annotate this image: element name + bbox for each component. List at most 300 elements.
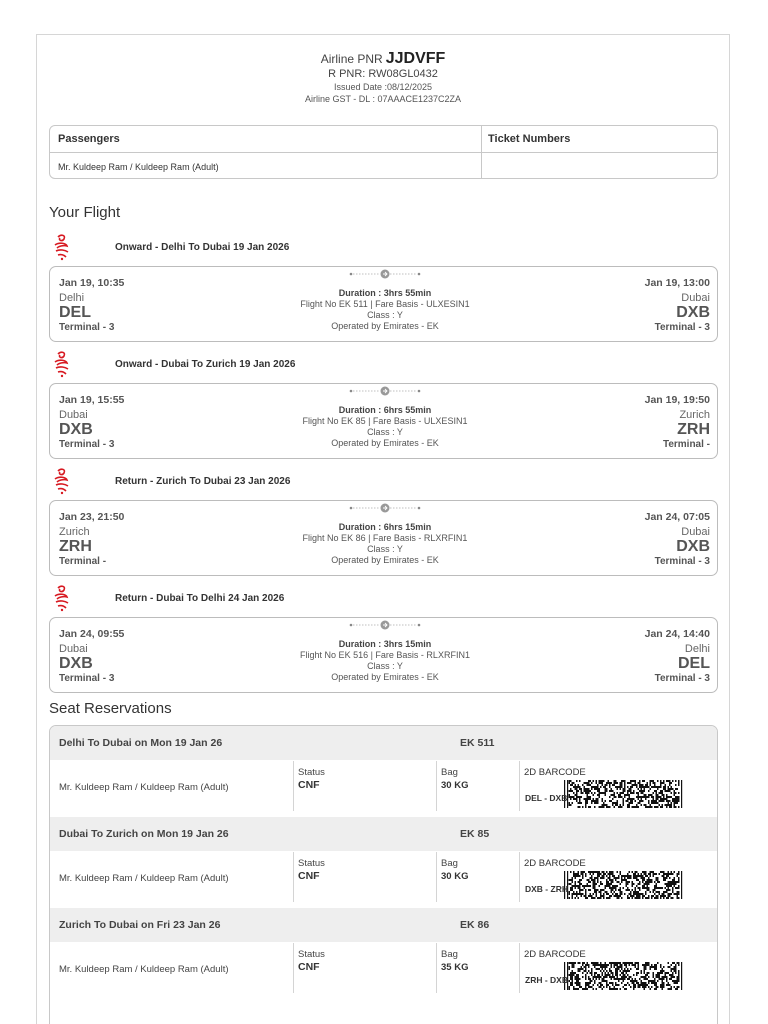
barcode-module — [663, 780, 665, 782]
barcode-module — [648, 962, 650, 964]
barcode-module — [594, 962, 596, 964]
barcode-module — [575, 962, 577, 964]
barcode-module — [579, 875, 581, 877]
barcode-module — [654, 964, 656, 966]
barcode-module — [641, 784, 643, 786]
barcode-module — [599, 976, 601, 978]
barcode-module — [650, 980, 652, 982]
barcode-module — [666, 889, 668, 891]
barcode-module — [585, 964, 587, 966]
barcode-module — [585, 893, 587, 895]
barcode-module — [590, 881, 592, 883]
barcode-module — [611, 879, 613, 881]
barcode-module — [624, 976, 626, 978]
seat-flight-number: EK 85 — [460, 828, 490, 840]
barcode-module — [660, 800, 662, 802]
barcode-module — [572, 964, 574, 966]
barcode-module — [573, 798, 575, 800]
barcode-module — [578, 796, 580, 798]
leg-title: Onward - Delhi To Dubai 19 Jan 2026 — [115, 242, 290, 253]
barcode-module — [671, 974, 673, 976]
barcode-module — [635, 875, 637, 877]
barcode-module — [611, 887, 613, 889]
barcode-module — [659, 974, 661, 976]
barcode-module — [582, 988, 584, 990]
barcode-module — [663, 986, 665, 988]
barcode-module — [660, 792, 662, 794]
barcode-module — [620, 893, 622, 895]
barcode-module — [653, 780, 655, 782]
barcode-module — [653, 792, 655, 794]
barcode-module — [594, 871, 596, 873]
barcode-module — [594, 883, 596, 885]
barcode-module — [642, 790, 644, 792]
airline-gst: Airline GST - DL : 07AAACE1237C2ZA — [304, 94, 462, 104]
seat-route: Zurich To Dubai on Fri 23 Jan 26 — [59, 919, 221, 931]
barcode-module — [657, 802, 659, 804]
barcode-module — [594, 800, 596, 802]
barcode-module — [665, 976, 667, 978]
barcode-module — [644, 986, 646, 988]
barcode-module — [599, 986, 601, 988]
barcode-module — [674, 790, 676, 792]
barcode-module — [629, 897, 631, 899]
barcode-module — [675, 784, 677, 786]
barcode-module — [597, 786, 599, 788]
barcode-module — [608, 885, 610, 887]
barcode-module — [588, 780, 590, 782]
barcode-module — [570, 978, 572, 980]
route-line-icon — [349, 620, 421, 630]
barcode-module — [573, 885, 575, 887]
barcode-module — [620, 970, 622, 972]
barcode-module — [606, 966, 608, 968]
barcode-module — [576, 792, 578, 794]
barcode-module — [678, 897, 680, 899]
barcode-module — [665, 798, 667, 800]
barcode-module — [656, 891, 658, 893]
barcode-module — [623, 962, 625, 964]
barcode-module — [612, 885, 614, 887]
barcode-module — [609, 895, 611, 897]
barcode-module — [635, 978, 637, 980]
your-flight-title: Your Flight — [49, 204, 121, 221]
barcode-module — [678, 780, 680, 782]
barcode-module — [668, 780, 670, 782]
barcode-module — [672, 873, 674, 875]
barcode-module — [636, 980, 638, 982]
barcode-module — [657, 796, 659, 798]
emirates-logo-icon — [52, 467, 72, 495]
barcode-module — [624, 968, 626, 970]
barcode-module — [675, 893, 677, 895]
barcode-module — [647, 984, 649, 986]
barcode-module — [675, 883, 677, 885]
barcode-module — [593, 780, 595, 782]
barcode-module — [677, 796, 679, 798]
barcode-module — [579, 883, 581, 885]
barcode-module — [579, 889, 581, 891]
barcode-module — [647, 897, 649, 899]
barcode-module — [639, 986, 641, 988]
departure-city: Dubai — [59, 409, 88, 421]
barcode-cell — [519, 852, 718, 902]
barcode-module — [611, 972, 613, 974]
barcode-module — [629, 788, 631, 790]
barcode-module — [639, 895, 641, 897]
barcode-module — [600, 966, 602, 968]
flight-duration: Duration : 3hrs 15min — [338, 639, 432, 649]
arrival-city: Delhi — [684, 643, 710, 655]
barcode-module — [581, 873, 583, 875]
barcode-module — [635, 891, 637, 893]
barcode-module — [678, 877, 680, 879]
barcode-module — [657, 794, 659, 796]
departure-terminal: Terminal - 3 — [59, 439, 115, 450]
barcode-module — [573, 796, 575, 798]
barcode-module — [584, 970, 586, 972]
barcode-module — [647, 786, 649, 788]
barcode-module — [593, 871, 595, 873]
barcode-module — [579, 786, 581, 788]
barcode-module — [602, 980, 604, 982]
barcode-module — [597, 964, 599, 966]
barcode-module — [590, 784, 592, 786]
barcode-module — [590, 986, 592, 988]
barcode-module — [578, 802, 580, 804]
barcode-module — [660, 784, 662, 786]
barcode-module — [576, 980, 578, 982]
barcode-module — [659, 976, 661, 978]
barcode-module — [599, 806, 601, 808]
barcode-module — [578, 970, 580, 972]
operated-by: Operated by Emirates - EK — [331, 438, 439, 448]
barcode-module — [596, 893, 598, 895]
barcode-module — [671, 806, 673, 808]
barcode-module — [656, 968, 658, 970]
barcode-module — [579, 879, 581, 881]
barcode-module — [612, 873, 614, 875]
barcode-module — [644, 984, 646, 986]
barcode-module — [611, 966, 613, 968]
barcode-module — [570, 974, 572, 976]
barcode-module — [656, 966, 658, 968]
barcode-module — [597, 788, 599, 790]
barcode-module — [656, 883, 658, 885]
barcode-module — [597, 784, 599, 786]
barcode-module — [576, 988, 578, 990]
barcode-module — [678, 879, 680, 881]
barcode-module — [624, 978, 626, 980]
barcode-module — [621, 897, 623, 899]
barcode-module — [636, 974, 638, 976]
barcode-module — [573, 871, 575, 873]
barcode-module — [660, 780, 662, 782]
barcode-module — [621, 968, 623, 970]
status-cell — [293, 761, 325, 811]
barcode-module — [614, 962, 616, 964]
barcode-module — [668, 883, 670, 885]
barcode-module — [597, 897, 599, 899]
barcode-module — [678, 881, 680, 883]
barcode-module — [668, 885, 670, 887]
barcode-module — [656, 806, 658, 808]
barcode-module — [651, 980, 653, 982]
barcode-module — [591, 871, 593, 873]
barcode-module — [614, 877, 616, 879]
barcode-module — [677, 897, 679, 899]
barcode-module — [660, 887, 662, 889]
barcode-module — [626, 976, 628, 978]
barcode-module — [582, 877, 584, 879]
flight-duration: Duration : 3hrs 55min — [338, 288, 432, 298]
barcode-module — [609, 790, 611, 792]
barcode-module — [623, 986, 625, 988]
barcode-module — [617, 966, 619, 968]
barcode-module — [618, 786, 620, 788]
barcode-module — [669, 881, 671, 883]
barcode-module — [671, 804, 673, 806]
barcode-module — [671, 964, 673, 966]
barcode-module — [674, 794, 676, 796]
barcode-module — [593, 798, 595, 800]
barcode-module — [678, 980, 680, 982]
barcode-module — [614, 964, 616, 966]
barcode-module — [668, 788, 670, 790]
barcode-module — [629, 964, 631, 966]
barcode-module — [609, 877, 611, 879]
barcode-module — [594, 885, 596, 887]
barcode-module — [620, 889, 622, 891]
barcode-module — [603, 806, 605, 808]
barcode-module — [663, 871, 665, 873]
airline-pnr — [37, 51, 729, 67]
barcode-module — [626, 794, 628, 796]
barcode-module — [569, 974, 571, 976]
barcode-module — [633, 875, 635, 877]
barcode-module — [617, 885, 619, 887]
barcode-module — [608, 964, 610, 966]
barcode-module — [666, 885, 668, 887]
barcode-module — [624, 962, 626, 964]
barcode-module — [623, 788, 625, 790]
barcode-module — [651, 986, 653, 988]
barcode-module — [638, 962, 640, 964]
barcode-module — [588, 796, 590, 798]
barcode-module — [678, 893, 680, 895]
barcode-module — [587, 802, 589, 804]
barcode-module — [620, 988, 622, 990]
barcode-module — [621, 893, 623, 895]
barcode-module — [623, 780, 625, 782]
barcode-module — [648, 883, 650, 885]
barcode-module — [668, 897, 670, 899]
barcode-module — [605, 790, 607, 792]
barcode-module — [590, 972, 592, 974]
barcode-module — [650, 871, 652, 873]
barcode-module — [647, 885, 649, 887]
barcode-module — [626, 988, 628, 990]
barcode-module — [630, 980, 632, 982]
barcode-module — [660, 871, 662, 873]
barcode-module — [638, 883, 640, 885]
barcode-module — [636, 871, 638, 873]
barcode-module — [570, 790, 572, 792]
barcode-module — [602, 978, 604, 980]
leg-title: Onward - Dubai To Zurich 19 Jan 2026 — [115, 359, 296, 370]
barcode-label: 2D BARCODE — [524, 949, 586, 960]
barcode-module — [662, 986, 664, 988]
barcode-module — [639, 802, 641, 804]
barcode-module — [648, 976, 650, 978]
barcode-module — [636, 897, 638, 899]
barcode-module — [638, 875, 640, 877]
barcode-module — [638, 788, 640, 790]
barcode-module — [677, 788, 679, 790]
barcode-module — [635, 800, 637, 802]
barcode-module — [656, 988, 658, 990]
barcode-module — [633, 895, 635, 897]
barcode-module — [638, 792, 640, 794]
barcode-module — [618, 895, 620, 897]
barcode-module — [605, 786, 607, 788]
barcode-module — [672, 980, 674, 982]
barcode-module — [572, 970, 574, 972]
barcode-module — [660, 972, 662, 974]
barcode-module — [665, 883, 667, 885]
barcode-module — [672, 897, 674, 899]
barcode-module — [609, 970, 611, 972]
barcode-module — [617, 802, 619, 804]
barcode-module — [597, 794, 599, 796]
departure-code: DXB — [59, 655, 93, 672]
barcode-module — [572, 974, 574, 976]
barcode-module — [666, 978, 668, 980]
barcode-module — [599, 891, 601, 893]
barcode-module — [594, 974, 596, 976]
barcode-module — [665, 972, 667, 974]
barcode-module — [651, 897, 653, 899]
barcode-route-code: DEL - DXB — [525, 793, 568, 803]
barcode-module — [612, 871, 614, 873]
barcode-module — [620, 871, 622, 873]
barcode-module — [569, 780, 571, 782]
barcode-module — [569, 980, 571, 982]
barcode-module — [627, 786, 629, 788]
barcode-module — [671, 897, 673, 899]
barcode-module — [638, 964, 640, 966]
barcode-module — [654, 802, 656, 804]
barcode-module — [663, 982, 665, 984]
barcode-module — [666, 794, 668, 796]
barcode-module — [609, 782, 611, 784]
barcode-module — [656, 800, 658, 802]
barcode-module — [677, 986, 679, 988]
barcode-module — [570, 804, 572, 806]
barcode-module — [623, 790, 625, 792]
barcode-module — [618, 881, 620, 883]
barcode-module — [603, 966, 605, 968]
arrival-datetime: Jan 24, 07:05 — [644, 511, 710, 523]
barcode-module — [665, 804, 667, 806]
barcode-module — [608, 893, 610, 895]
barcode-module — [624, 988, 626, 990]
barcode-module — [572, 893, 574, 895]
barcode-module — [615, 887, 617, 889]
barcode-module — [600, 883, 602, 885]
barcode-module — [645, 891, 647, 893]
barcode-module — [632, 982, 634, 984]
barcode-module — [662, 970, 664, 972]
barcode-module — [614, 986, 616, 988]
barcode-module — [591, 800, 593, 802]
barcode-module — [591, 897, 593, 899]
barcode-module — [576, 976, 578, 978]
barcode-module — [653, 782, 655, 784]
barcode-module — [656, 792, 658, 794]
barcode-module — [603, 970, 605, 972]
barcode-module — [588, 984, 590, 986]
barcode-module — [665, 873, 667, 875]
barcode-module — [612, 879, 614, 881]
barcode-module — [593, 881, 595, 883]
barcode-module — [593, 883, 595, 885]
barcode-module — [596, 895, 598, 897]
barcode-module — [579, 800, 581, 802]
barcode-module — [603, 871, 605, 873]
barcode-module — [612, 889, 614, 891]
barcode-module — [599, 790, 601, 792]
barcode-module — [602, 806, 604, 808]
barcode-module — [581, 796, 583, 798]
barcode-module — [677, 976, 679, 978]
barcode-module — [581, 893, 583, 895]
barcode-module — [605, 891, 607, 893]
barcode-module — [642, 895, 644, 897]
barcode-module — [597, 790, 599, 792]
barcode-module — [591, 877, 593, 879]
barcode-module — [617, 968, 619, 970]
departure-code: DXB — [59, 421, 93, 438]
barcode-module — [677, 881, 679, 883]
barcode-module — [579, 982, 581, 984]
barcode-module — [654, 889, 656, 891]
departure-city: Delhi — [59, 292, 85, 304]
barcode-module — [626, 962, 628, 964]
barcode-module — [575, 794, 577, 796]
barcode-module — [653, 966, 655, 968]
barcode-module — [653, 800, 655, 802]
barcode-module — [644, 978, 646, 980]
barcode-module — [638, 887, 640, 889]
barcode-module — [657, 881, 659, 883]
barcode-module — [593, 964, 595, 966]
barcode-module — [599, 871, 601, 873]
barcode-module — [585, 988, 587, 990]
barcode-module — [602, 968, 604, 970]
barcode-module — [648, 879, 650, 881]
barcode-module — [620, 974, 622, 976]
barcode-module — [576, 978, 578, 980]
barcode-module — [635, 897, 637, 899]
barcode-module — [678, 798, 680, 800]
barcode-module — [573, 875, 575, 877]
barcode-module — [627, 968, 629, 970]
barcode-module — [645, 974, 647, 976]
barcode-module — [672, 962, 674, 964]
barcode-module — [656, 887, 658, 889]
barcode-module — [669, 883, 671, 885]
